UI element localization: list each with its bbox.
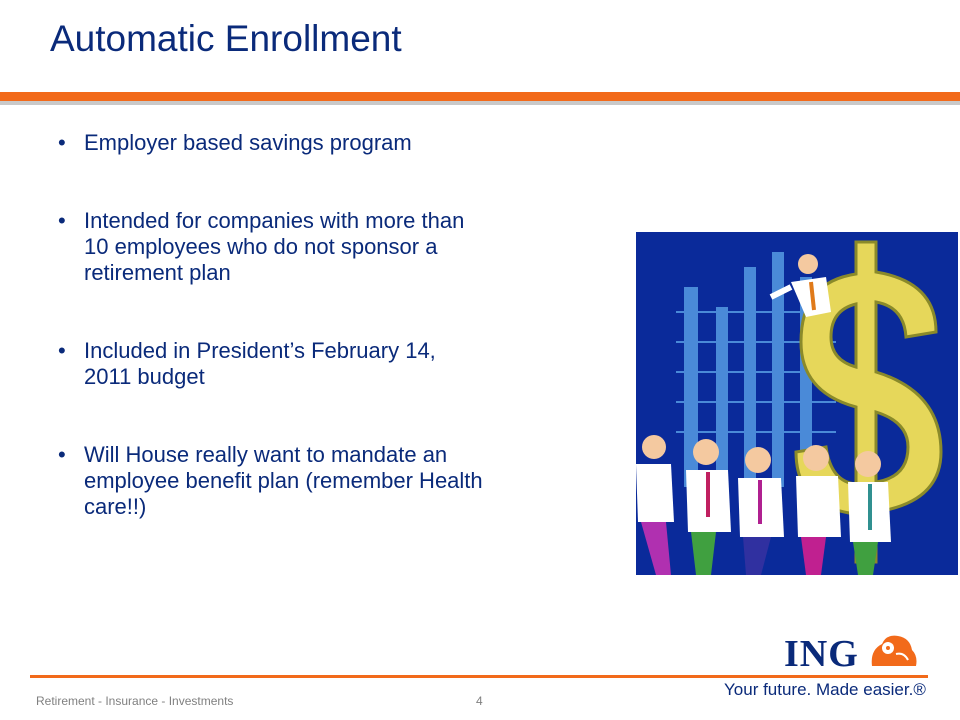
bullet-dot: • — [58, 338, 66, 363]
ing-logo-text: ING — [784, 633, 859, 675]
bullet-text: Employer based savings program — [84, 130, 412, 155]
dollar-clipart-image — [636, 232, 958, 575]
bullet-dot: • — [58, 130, 66, 155]
bullet-text: Included in President’s February 14, 2011 budget — [84, 338, 436, 389]
bullet-text: Intended for companies with more than 10 employees who do not sponsor a retirement plan — [84, 208, 465, 285]
bullet-item — [58, 338, 488, 390]
title-divider — [0, 92, 960, 101]
bullet-list — [58, 130, 488, 572]
bullet-dot: • — [58, 208, 66, 233]
lion-logo-icon — [866, 630, 922, 672]
slide-title: Automatic Enrollment — [50, 18, 402, 59]
brand-tagline: Your future. Made easier.® — [724, 680, 926, 699]
bullet-item — [58, 130, 488, 156]
page-number: 4 — [476, 694, 483, 708]
bullet-item — [58, 442, 488, 520]
bullet-item — [58, 208, 488, 286]
bullet-text: Will House really want to mandate an employee benefit plan (remember Health care!!) — [84, 442, 483, 519]
footer-text: Retirement - Insurance - Investments — [36, 694, 234, 708]
title-divider-shadow — [0, 101, 960, 105]
bullet-dot: • — [58, 442, 66, 467]
